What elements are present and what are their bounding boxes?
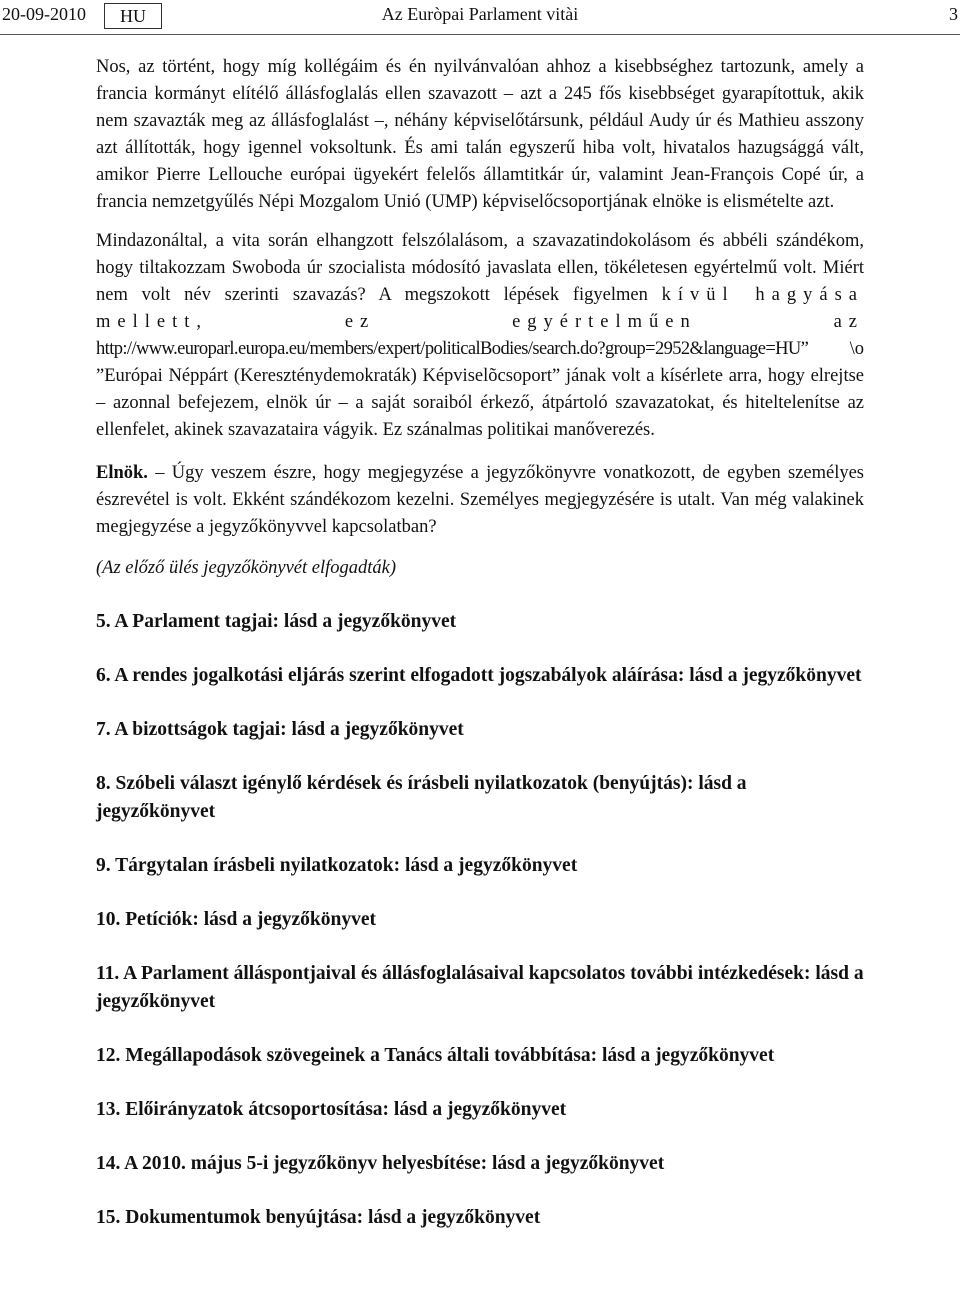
agenda-item: 11. A Parlament álláspontjaival és állásfoglalásaival kapcsolatos további intézkedések: lásd a jegyzőkönyvet	[96, 963, 864, 1012]
speaker-label: Elnök.	[96, 463, 148, 483]
paragraph-3-text: – Úgy veszem észre, hogy megjegyzése a jegyzőkönyvre vonatkozott, de egyben személyes észrevétel is volt. Ekként szándékozom kezelni. Személyes megjegyzésére is utalt. Van még valakinek megjegyzése a jegyzőkönyvvel kapcsolatban?	[96, 463, 864, 537]
agenda-item: 10. Petíciók: lásd a jegyzőkönyvet	[96, 909, 377, 930]
paragraph-2-text: Mindazonáltal, a vita során elhangzott felszólalásom, a szavazatindokolásom és abbéli szándékom, hogy tiltakozzam Swoboda úr szocialista módosító javaslata ellen, tökéletesen egyértelmű volt. Miért nem volt név szerinti szavazás? A megszokott lépések figyelmen	[96, 231, 864, 305]
header-title: Az Euròpai Parlament vitài	[381, 4, 579, 24]
document-body	[96, 54, 864, 1232]
agenda-item: 13. Előirányzatok átcsoportosítása: lásd a jegyzőkönyvet	[96, 1099, 567, 1120]
agenda-item: 15. Dokumentumok benyújtása: lásd a jegyzőkönyvet	[96, 1207, 541, 1228]
paragraph-3	[96, 460, 864, 541]
paragraph-1: Nos, az történt, hogy míg kollégáim és én nyilvánvalóan ahhoz a kisebbséghez tartozunk, amely a francia kormányt elítélő állásfoglalás ellen szavazott – azt a 245 fős kisebbséget gyarapítottuk, akik nem szavazták meg az állásfoglalást –, néhány képviselőtársunk, például Audy úr és Mathieu asszony azt állították, hogy igennel voksoltunk. És ami talán egyszerű hiba volt, hivatalos hazugsággá vált, amikor Pierre Lellouche európai ügyekért felelős államtitkár úr, valamint Jean-François Copé úr, a francia nemzetgyűlés Népi Mozgalom Unió (UMP) képviselőcsoportjának elnöke is elismételte azt.	[96, 57, 864, 212]
agenda-item: 7. A bizottságok tagjai: lásd a jegyzőkönyvet	[96, 719, 464, 740]
agenda-item: 5. A Parlament tagjai: lásd a jegyzőkönyvet	[96, 611, 457, 632]
paragraph-2-url: http://www.europarl.europa.eu/members/expert/politicalBodies/search.do?group=2952&language=HU”	[96, 339, 809, 359]
agenda-item: 9. Tárgytalan írásbeli nyilatkozatok: lásd a jegyzőkönyvet	[96, 855, 578, 876]
agenda-item-list	[96, 608, 864, 1232]
paragraph-2-spaced-line: kívül hagyása mellett, ez egyértelműen az	[96, 285, 864, 332]
agenda-item: 6. A rendes jogalkotási eljárás szerint elfogadott jogszabályok aláírása: lásd a jegyzőkönyvet	[96, 665, 862, 686]
procedural-note: (Az előző ülés jegyzőkönyvét elfogadták)	[96, 558, 397, 578]
language-badge: HU	[104, 3, 162, 29]
header-date: 20-09-2010	[2, 4, 86, 24]
page-number: 3	[949, 4, 958, 24]
agenda-item: 12. Megállapodások szövegeinek a Tanács általi továbbítása: lásd a jegyzőkönyvet	[96, 1045, 775, 1066]
paragraph-2	[96, 228, 864, 444]
paragraph-2-continuation: \o ”Európai Néppárt (Kereszténydemokraták) Képviselõcsoport” jának volt a kísérlete arra, hogy elrejtse – azonnal befejezem, elnök úr – a saját soraiból érkező, átpártoló szavazatokat, és hiteltelenítse az ellenfelet, akinek szavazataira vágyik. Ez szánalmas politikai manőverezés.	[96, 339, 864, 440]
agenda-item: 14. A 2010. május 5-i jegyzőkönyv helyesbítése: lásd a jegyzőkönyvet	[96, 1153, 665, 1174]
agenda-item: 8. Szóbeli választ igénylő kérdések és írásbeli nyilatkozatok (benyújtás): lásd a jegyzőkönyvet	[96, 773, 747, 822]
page-header	[0, 0, 960, 35]
